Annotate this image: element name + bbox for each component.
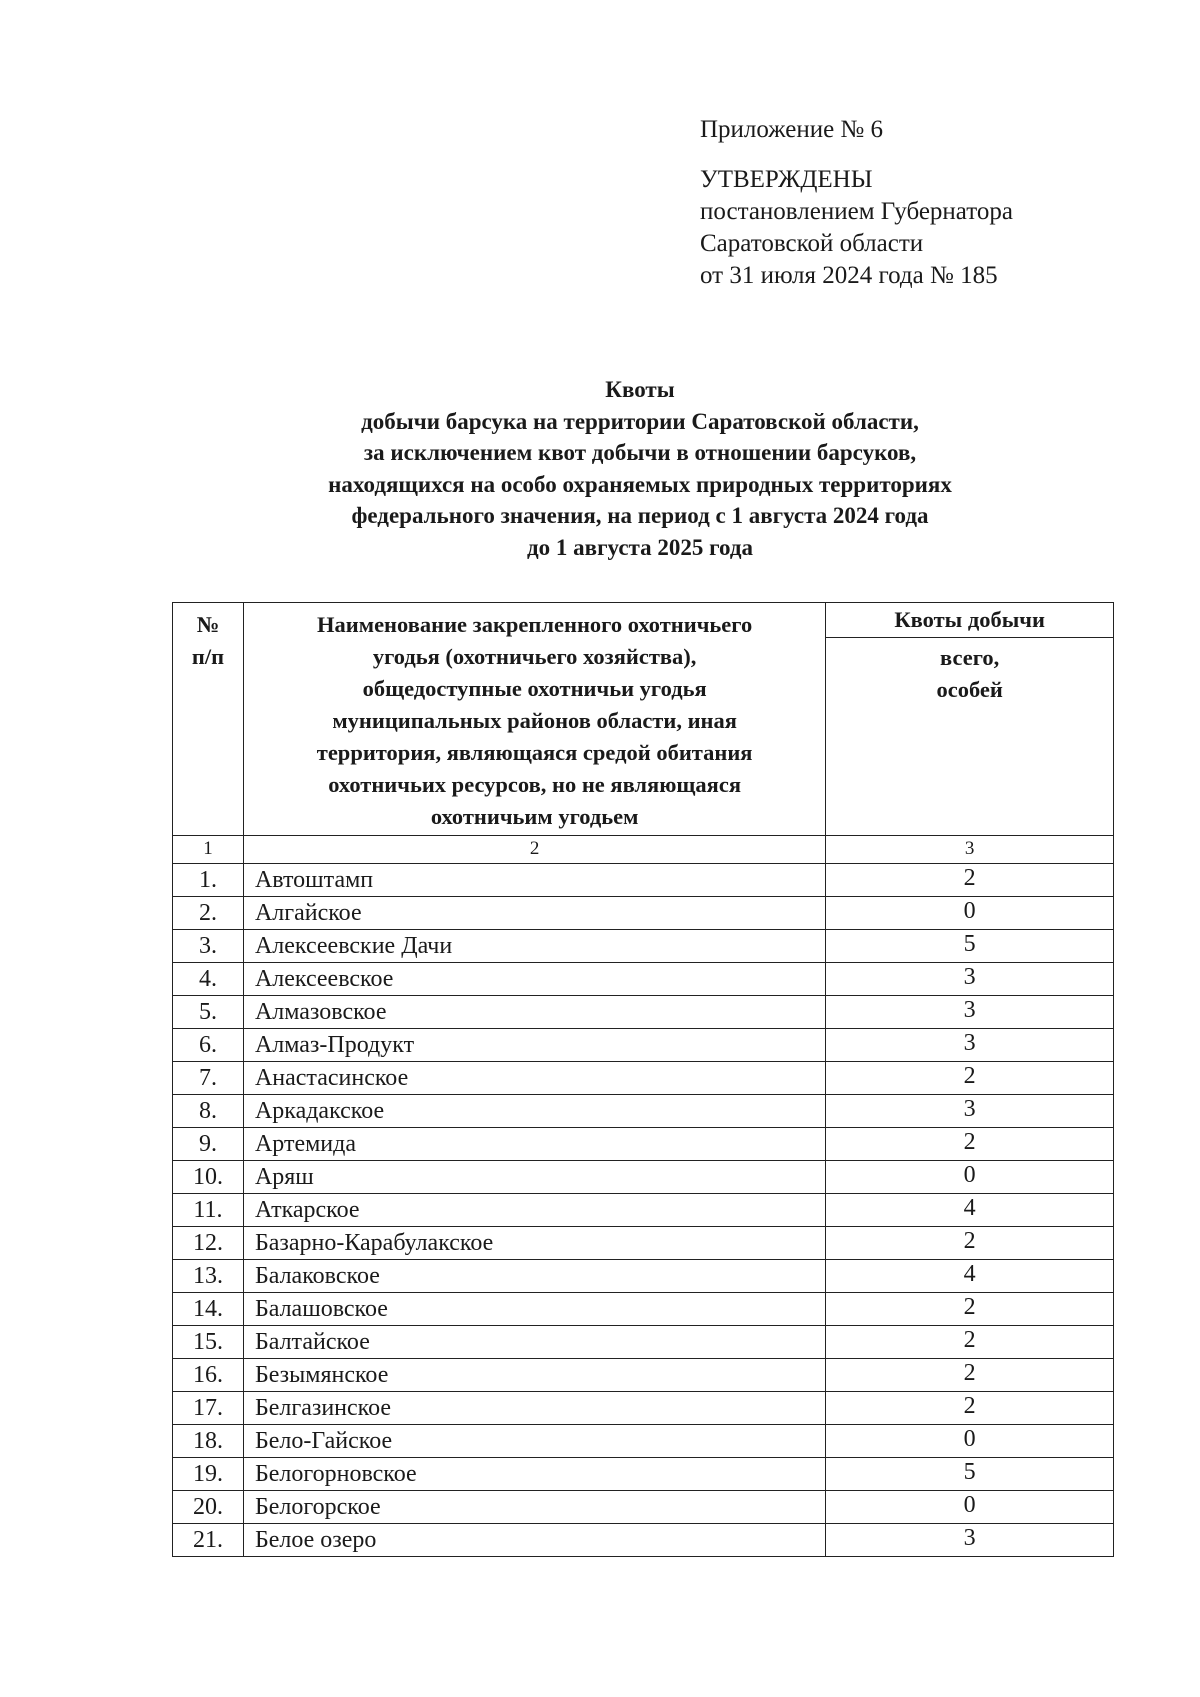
row-quota: 3 bbox=[826, 963, 1114, 996]
approval-block bbox=[700, 114, 1013, 292]
row-number: 2. bbox=[173, 897, 244, 930]
table-row bbox=[173, 1458, 1114, 1491]
row-quota: 2 bbox=[826, 1062, 1114, 1095]
row-number: 1. bbox=[173, 864, 244, 897]
approved-label: УТВЕРЖДЕНЫ bbox=[700, 166, 873, 193]
row-quota: 2 bbox=[826, 1227, 1114, 1260]
header-name bbox=[243, 603, 825, 836]
table-row bbox=[173, 1062, 1114, 1095]
row-name: Алмаз-Продукт bbox=[243, 1029, 825, 1062]
title-line-1: Квоты bbox=[605, 377, 675, 402]
column-index-row bbox=[173, 836, 1114, 864]
row-number: 20. bbox=[173, 1491, 244, 1524]
annex-number: Приложение № 6 bbox=[700, 116, 884, 143]
table-row bbox=[173, 897, 1114, 930]
approval-line-2: Саратовской области bbox=[700, 230, 924, 257]
row-number: 9. bbox=[173, 1128, 244, 1161]
row-quota: 2 bbox=[826, 1392, 1114, 1425]
row-name: Безымянское bbox=[243, 1359, 825, 1392]
row-number: 16. bbox=[173, 1359, 244, 1392]
title-line-3: за исключением квот добычи в отношении барсуков, bbox=[363, 440, 917, 465]
row-quota: 2 bbox=[826, 1128, 1114, 1161]
table-row bbox=[173, 1326, 1114, 1359]
row-number: 15. bbox=[173, 1326, 244, 1359]
row-quota: 3 bbox=[826, 1029, 1114, 1062]
header-name-line: муниципальных районов области, иная bbox=[332, 708, 737, 733]
document-title bbox=[160, 374, 1120, 563]
row-number: 3. bbox=[173, 930, 244, 963]
row-name: Алексеевские Дачи bbox=[243, 930, 825, 963]
table-row bbox=[173, 1128, 1114, 1161]
row-name: Артемида bbox=[243, 1128, 825, 1161]
header-name-line: охотничьим угодьем bbox=[430, 804, 639, 829]
table-row bbox=[173, 1194, 1114, 1227]
header-quota-total bbox=[826, 637, 1114, 835]
header-quota-total-line: всего, bbox=[940, 644, 1000, 670]
row-quota: 2 bbox=[826, 1326, 1114, 1359]
header-quota-total-line: особей bbox=[936, 676, 1003, 702]
table-row bbox=[173, 963, 1114, 996]
table-row bbox=[173, 1293, 1114, 1326]
table-row bbox=[173, 996, 1114, 1029]
row-quota: 5 bbox=[826, 1458, 1114, 1491]
row-name: Алгайское bbox=[243, 897, 825, 930]
row-quota: 2 bbox=[826, 1293, 1114, 1326]
row-quota: 2 bbox=[826, 1359, 1114, 1392]
row-name: Балашовское bbox=[243, 1293, 825, 1326]
table-row bbox=[173, 1359, 1114, 1392]
row-name: Балаковское bbox=[243, 1260, 825, 1293]
table-row bbox=[173, 930, 1114, 963]
title-line-6: до 1 августа 2025 года bbox=[527, 534, 753, 560]
header-quota: Квоты добычи bbox=[826, 603, 1114, 638]
row-number: 19. bbox=[173, 1458, 244, 1491]
row-number: 18. bbox=[173, 1425, 244, 1458]
table-row bbox=[173, 1029, 1114, 1062]
table-row bbox=[173, 1095, 1114, 1128]
row-quota: 4 bbox=[826, 1260, 1114, 1293]
row-name: Базарно-Карабулакское bbox=[243, 1227, 825, 1260]
header-number-symbol: № bbox=[196, 612, 220, 637]
header-name-line: территория, являющаяся средой обитания bbox=[316, 740, 753, 765]
row-number: 13. bbox=[173, 1260, 244, 1293]
header-name-line: угодья (охотничьего хозяйства), bbox=[372, 644, 697, 669]
table-row bbox=[173, 1227, 1114, 1260]
row-number: 17. bbox=[173, 1392, 244, 1425]
row-name: Автоштамп bbox=[243, 864, 825, 897]
row-quota: 0 bbox=[826, 1161, 1114, 1194]
row-quota: 0 bbox=[826, 1491, 1114, 1524]
row-number: 10. bbox=[173, 1161, 244, 1194]
row-quota: 0 bbox=[826, 1425, 1114, 1458]
row-quota: 3 bbox=[826, 1095, 1114, 1128]
row-name: Алексеевское bbox=[243, 963, 825, 996]
column-index: 3 bbox=[826, 836, 1114, 864]
row-number: 8. bbox=[173, 1095, 244, 1128]
row-number: 21. bbox=[173, 1524, 244, 1557]
header-number bbox=[173, 603, 244, 836]
header-name-line: охотничьих ресурсов, но не являющаяся bbox=[328, 772, 741, 797]
column-index: 2 bbox=[243, 836, 825, 864]
row-name: Балтайское bbox=[243, 1326, 825, 1359]
approval-line-1: постановлением Губернатора bbox=[700, 198, 1013, 225]
row-quota: 5 bbox=[826, 930, 1114, 963]
row-quota: 0 bbox=[826, 897, 1114, 930]
row-name: Аткарское bbox=[243, 1194, 825, 1227]
header-number-abbr: п/п bbox=[191, 644, 225, 669]
row-number: 7. bbox=[173, 1062, 244, 1095]
row-name: Аркадакское bbox=[243, 1095, 825, 1128]
row-number: 6. bbox=[173, 1029, 244, 1062]
title-line-4: находящихся на особо охраняемых природных территориях bbox=[328, 471, 952, 497]
table-row bbox=[173, 1425, 1114, 1458]
column-index: 1 bbox=[173, 836, 244, 864]
table-row bbox=[173, 1392, 1114, 1425]
approval-line-3: от 31 июля 2024 года № 185 bbox=[700, 262, 998, 289]
quota-table bbox=[172, 602, 1114, 1557]
row-quota: 4 bbox=[826, 1194, 1114, 1227]
table-row bbox=[173, 1161, 1114, 1194]
table-row bbox=[173, 1491, 1114, 1524]
header-name-line: Наименование закрепленного охотничьего bbox=[317, 612, 753, 637]
row-quota: 3 bbox=[826, 1524, 1114, 1557]
row-number: 14. bbox=[173, 1293, 244, 1326]
row-name: Аряш bbox=[243, 1161, 825, 1194]
row-name: Белгазинское bbox=[243, 1392, 825, 1425]
header-name-line: общедоступные охотничьи угодья bbox=[362, 676, 707, 701]
table-row bbox=[173, 1524, 1114, 1557]
row-name: Бело-Гайское bbox=[243, 1425, 825, 1458]
row-name: Белогорское bbox=[243, 1491, 825, 1524]
row-number: 5. bbox=[173, 996, 244, 1029]
row-name: Анастасинское bbox=[243, 1062, 825, 1095]
table-row bbox=[173, 864, 1114, 897]
title-line-2: добычи барсука на территории Саратовской области, bbox=[361, 408, 919, 434]
row-name: Белое озеро bbox=[243, 1524, 825, 1557]
row-name: Алмазовское bbox=[243, 996, 825, 1029]
row-number: 11. bbox=[173, 1194, 244, 1227]
table-row bbox=[173, 1260, 1114, 1293]
title-line-5: федерального значения, на период с 1 августа 2024 года bbox=[351, 503, 929, 528]
row-name: Белогорновское bbox=[243, 1458, 825, 1491]
row-quota: 3 bbox=[826, 996, 1114, 1029]
row-number: 4. bbox=[173, 963, 244, 996]
row-number: 12. bbox=[173, 1227, 244, 1260]
row-quota: 2 bbox=[826, 864, 1114, 897]
